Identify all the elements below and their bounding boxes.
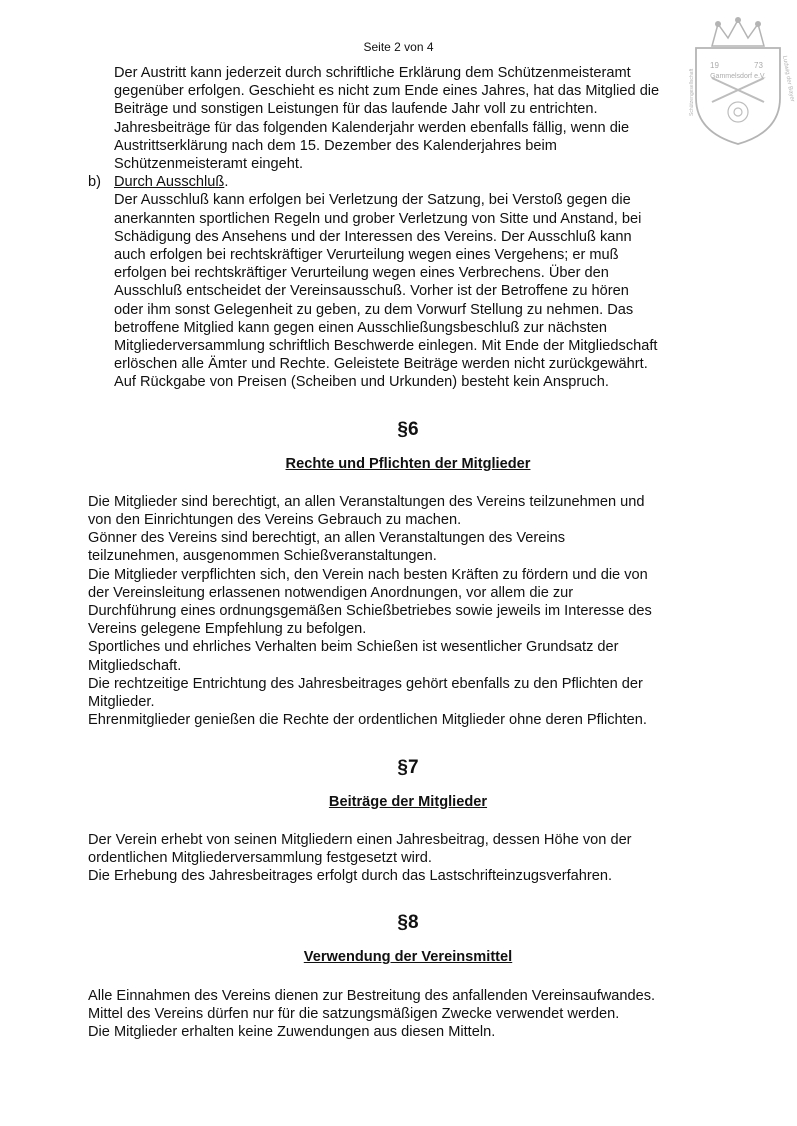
text-line: Mittel des Vereins dürfen nur für die satzungsmäßigen Zwecke verwendet werden. <box>88 1005 620 1022</box>
section-7-body <box>88 831 728 886</box>
text-line: erlöschen alle Ämter und Rechte. Geleistete Beiträge werden nicht zurückgewährt. <box>114 356 648 373</box>
text-line: Gönner des Vereins sind berechtigt, an allen Veranstaltungen des Vereins <box>88 530 566 547</box>
text-line: Beiträge und sonstigen Leistungen für das laufende Jahr voll zu entrichten. <box>114 101 598 118</box>
austritt-paragraph <box>88 64 728 173</box>
text-line: Vereins gelegene Empfehlung zu befolgen. <box>88 621 367 638</box>
text-line: Die Mitglieder verpflichten sich, den Verein nach besten Kräften zu fördern und die von <box>88 566 648 583</box>
list-marker: b) <box>88 174 101 191</box>
section-8-number: §8 <box>397 912 419 934</box>
text-line: Mitglieder. <box>88 694 155 711</box>
seal-year-left: 19 <box>710 61 719 70</box>
section-6-number: §6 <box>397 418 419 440</box>
text-line: Jahresbeiträge für das folgenden Kalenderjahr werden ebenfalls fällig, wenn die <box>114 119 630 136</box>
text-line: Alle Einnahmen des Vereins dienen zur Bestreitung des anfallenden Vereinsaufwandes. <box>88 987 656 1004</box>
text-line: der Vereinsleitung erlassenen notwendigen Anordnungen, vor allem die zur <box>88 584 574 601</box>
text-line: Die rechtzeitige Entrichtung des Jahresbeitrages gehört ebenfalls zu den Pflichten der <box>88 675 643 692</box>
section-8-title: Verwendung der Vereinsmittel <box>303 949 513 966</box>
text-line: Ehrenmitglieder genießen die Rechte der ordentlichen Mitglieder ohne deren Pflichten. <box>88 712 647 729</box>
seal-arc-text: Ludwig der Bayer <box>781 55 796 103</box>
text-line: Die Erhebung des Jahresbeitrages erfolgt durch das Lastschrifteinzugsverfahren. <box>88 868 613 885</box>
list-item-heading: Durch Ausschluß <box>114 174 225 191</box>
section-6-body <box>88 493 728 730</box>
text-line: Schützenmeisteramt eingeht. <box>114 156 304 173</box>
text-line: gegenüber erfolgen. Geschieht es nicht zum Ende eines Jahres, hat das Mitglied die <box>114 83 660 100</box>
seal-left-text: Schützengesellschaft <box>689 68 695 116</box>
section-7-number: §7 <box>397 756 419 778</box>
text-line: Mitgliedschaft. <box>88 657 182 674</box>
text-line: von den Einrichtungen des Vereins Gebrauch zu machen. <box>88 512 462 529</box>
text-line: ordentlichen Mitgliederversammlung festgesetzt wird. <box>88 849 432 866</box>
text-line: Der Ausschluß kann erfolgen bei Verletzung der Satzung, bei Verstoß gegen die <box>114 192 631 209</box>
list-item-heading-line <box>114 173 728 191</box>
seal-year-right: 73 <box>754 61 763 70</box>
text-line: auch erfolgen bei rechtskräftiger Verurteilung wegen eines Vergehens; er muß <box>114 247 619 264</box>
text-line: betroffene Mitglied kann gegen einen Ausschließungsbeschluß zur nächsten <box>114 319 607 336</box>
text-line: Durchführung eines ordnungsgemäßen Schießbetriebes sowie jeweils im Interesse des <box>88 603 652 620</box>
text-line: Die Mitglieder sind berechtigt, an allen Veranstaltungen des Vereins teilzunehmen und <box>88 493 645 510</box>
text-line: Sportliches und ehrliches Verhalten beim Schießen ist wesentlicher Grundsatz der <box>88 639 619 656</box>
section-6-title: Rechte und Pflichten der Mitglieder <box>285 455 531 472</box>
section-7-title: Beiträge der Mitglieder <box>328 793 488 810</box>
text-line: teilzunehmen, ausgenommen Schießveranstaltungen. <box>88 548 437 565</box>
text-line: Ausschluß entscheidet der Vereinsausschuß. Vorher ist der Betroffene zu hören <box>114 283 629 300</box>
text-line: Der Verein erhebt von seinen Mitgliedern einen Jahresbeitrag, dessen Höhe von der <box>88 831 632 848</box>
seal-name: Gammelsdorf e.V. <box>710 73 766 80</box>
list-item-b <box>88 173 728 391</box>
heading-period: . <box>224 174 229 191</box>
text-line: oder ihm sonst Gelegenheit zu geben, zu dem Vorwurf Stellung zu nehmen. Das <box>114 301 634 318</box>
document-body <box>88 64 728 1041</box>
text-line: Austrittserklärung nach dem 15. Dezember des Kalenderjahres beim <box>114 137 557 154</box>
text-line: Auf Rückgabe von Preisen (Scheiben und Urkunden) besteht kein Anspruch. <box>114 374 609 391</box>
section-8-body <box>88 987 728 1042</box>
text-line: erfolgen bei rechtskräftiger Verurteilung wegen eines Verbrechens. Über den <box>114 265 609 282</box>
text-line: anerkannten sportlichen Regeln und grober Verletzung von Sitte und Anstand, bei <box>114 210 642 227</box>
page-number-header: Seite 2 von 4 <box>363 40 434 54</box>
text-line: Schädigung des Ansehens und der Interessen des Vereins. Der Ausschluß kann <box>114 228 632 245</box>
text-line: Mitgliederversammlung schriftlich Beschwerde einlegen. Mit Ende der Mitgliedschaft <box>114 338 658 355</box>
text-line: Der Austritt kann jederzeit durch schriftliche Erklärung dem Schützenmeisteramt <box>114 65 631 81</box>
text-line: Die Mitglieder erhalten keine Zuwendungen aus diesen Mitteln. <box>88 1023 496 1040</box>
